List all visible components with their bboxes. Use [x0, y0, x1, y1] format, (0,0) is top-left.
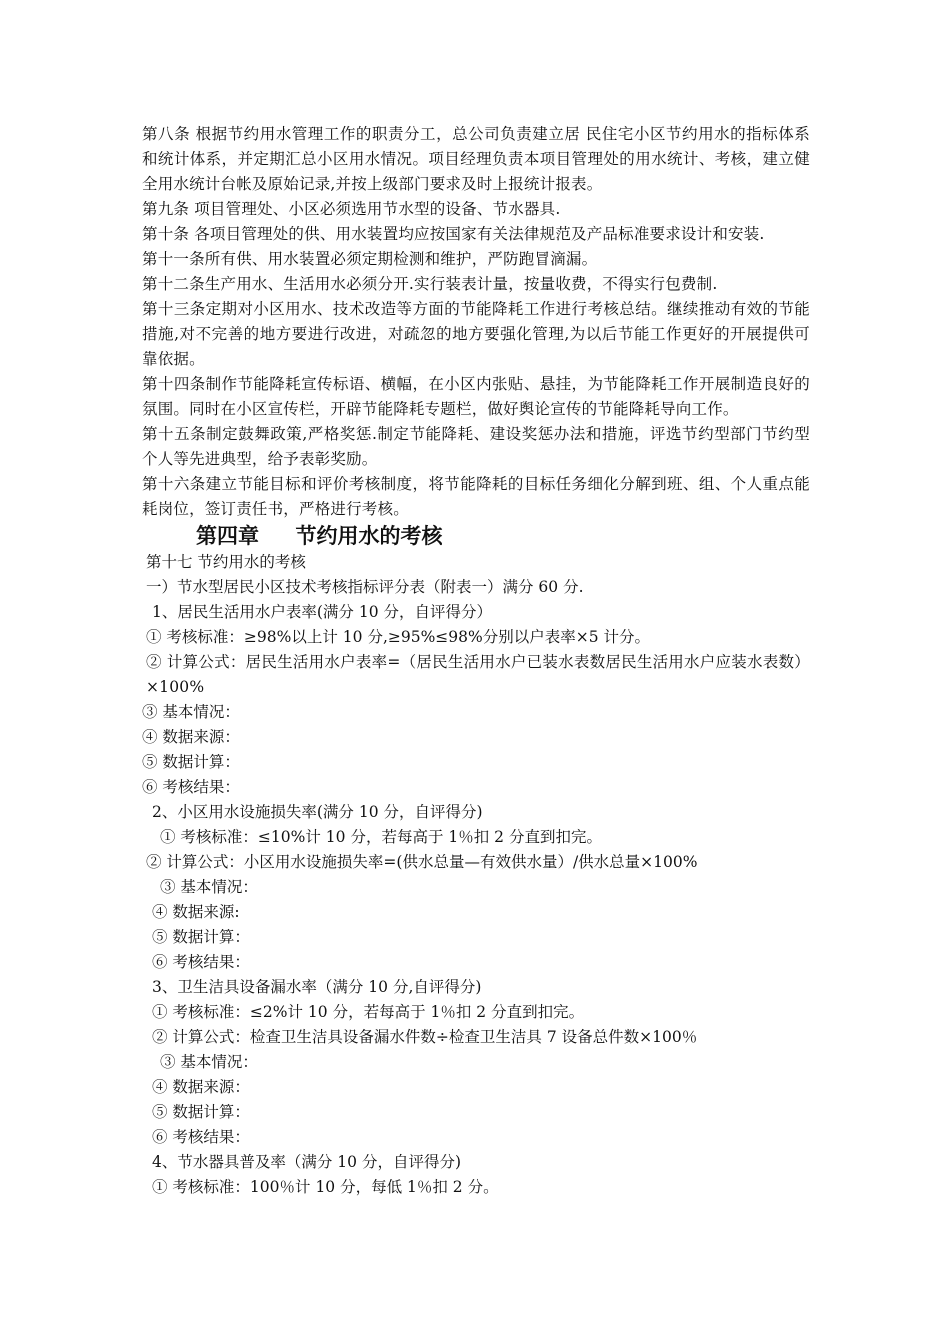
article-16: 第十六条建立节能目标和评价考核制度，将节能降耗的目标任务细化分解到班、组、个人重点能耗岗位，签订责任书，严格进行考核。 — [142, 475, 810, 518]
item-2-data-calc: ⑤ 数据计算： — [152, 928, 250, 946]
item-1-formula: ② 计算公式：居民生活用水户表率=（居民生活用水户已装水表数居民生活用水户应装水表数）×100% — [146, 653, 810, 696]
item-3-standard: ① 考核标准：≤2%计 10 分，若每高于 1％扣 2 分直到扣完。 — [152, 1003, 585, 1021]
item-1-data-source: ④ 数据来源： — [142, 728, 240, 746]
article-12: 第十二条生产用水、生活用水必须分开.实行装表计量，按量收费，不得实行包费制. — [142, 275, 718, 293]
item-3-title: 3、卫生洁具设备漏水率（满分 10 分,自评得分) — [152, 978, 482, 996]
item-2-basic-info: ③ 基本情况： — [160, 878, 258, 896]
item-1-title: 1、居民生活用水户表率(满分 10 分，自评得分） — [152, 603, 492, 621]
item-4-standard: ① 考核标准：100％计 10 分，每低 1％扣 2 分。 — [152, 1178, 499, 1196]
item-1-basic-info: ③ 基本情况： — [142, 703, 240, 721]
item-2-title: 2、小区用水设施损失率(满分 10 分，自评得分) — [152, 803, 483, 821]
item-1-data-calc: ⑤ 数据计算： — [142, 753, 240, 771]
article-8: 第八条 根据节约用水管理工作的职责分工，总公司负责建立居 民住宅小区节约用水的指标体系和统计体系，并定期汇总小区用水情况。项目经理负责本项目管理处的用水统计、考核，建立健全用水统计台帐及原始记录,并按上级部门要求及时上报统计报表。 — [142, 125, 810, 193]
item-2-formula: ② 计算公式：小区用水设施损失率=(供水总量—有效供水量）/供水总量×100% — [146, 853, 698, 871]
item-2-standard: ① 考核标准：≤10%计 10 分，若每高于 1％扣 2 分直到扣完。 — [160, 828, 602, 846]
chapter-heading: 第四章 节约用水的考核 — [196, 524, 443, 548]
item-3-formula: ② 计算公式：检查卫生洁具设备漏水件数÷检查卫生洁具 7 设备总件数×100％ — [152, 1028, 698, 1046]
item-4-title: 4、节水器具普及率（满分 10 分，自评得分) — [152, 1153, 461, 1171]
item-3-data-source: ④ 数据来源： — [152, 1078, 250, 1096]
item-3-basic-info: ③ 基本情况： — [160, 1053, 258, 1071]
item-2-result: ⑥ 考核结果： — [152, 953, 250, 971]
article-13: 第十三条定期对小区用水、技术改造等方面的节能降耗工作进行考核总结。继续推动有效的节能措施,对不完善的地方要进行改进，对疏忽的地方要强化管理,为以后节能工作更好的开展提供可靠依据。 — [142, 300, 810, 368]
section-intro: 一）节水型居民小区技术考核指标评分表（附表一）满分 60 分. — [146, 578, 584, 596]
article-9: 第九条 项目管理处、小区必须选用节水型的设备、节水器具. — [142, 200, 561, 218]
article-10: 第十条 各项目管理处的供、用水装置均应按国家有关法律规范及产品标准要求设计和安装. — [142, 225, 765, 243]
item-3-data-calc: ⑤ 数据计算： — [152, 1103, 250, 1121]
article-15: 第十五条制定鼓舞政策,严格奖惩.制定节能降耗、建设奖惩办法和措施，评选节约型部门节约型个人等先进典型，给予表彰奖励。 — [142, 425, 810, 468]
article-17-heading: 第十七 节约用水的考核 — [146, 553, 306, 571]
item-3-result: ⑥ 考核结果： — [152, 1128, 250, 1146]
item-1-standard: ① 考核标准：≥98%以上计 10 分,≥95%≤98%分别以户表率×5 计分。 — [146, 628, 651, 646]
item-1-result: ⑥ 考核结果： — [142, 778, 240, 796]
article-14: 第十四条制作节能降耗宣传标语、横幅，在小区内张贴、悬挂，为节能降耗工作开展制造良好的氛围。同时在小区宣传栏，开辟节能降耗专题栏，做好舆论宣传的节能降耗导向工作。 — [142, 375, 810, 418]
article-11: 第十一条所有供、用水装置必须定期检测和维护，严防跑冒滴漏。 — [142, 250, 598, 268]
document-body — [142, 122, 810, 1200]
item-2-data-source: ④ 数据来源: — [152, 903, 240, 921]
